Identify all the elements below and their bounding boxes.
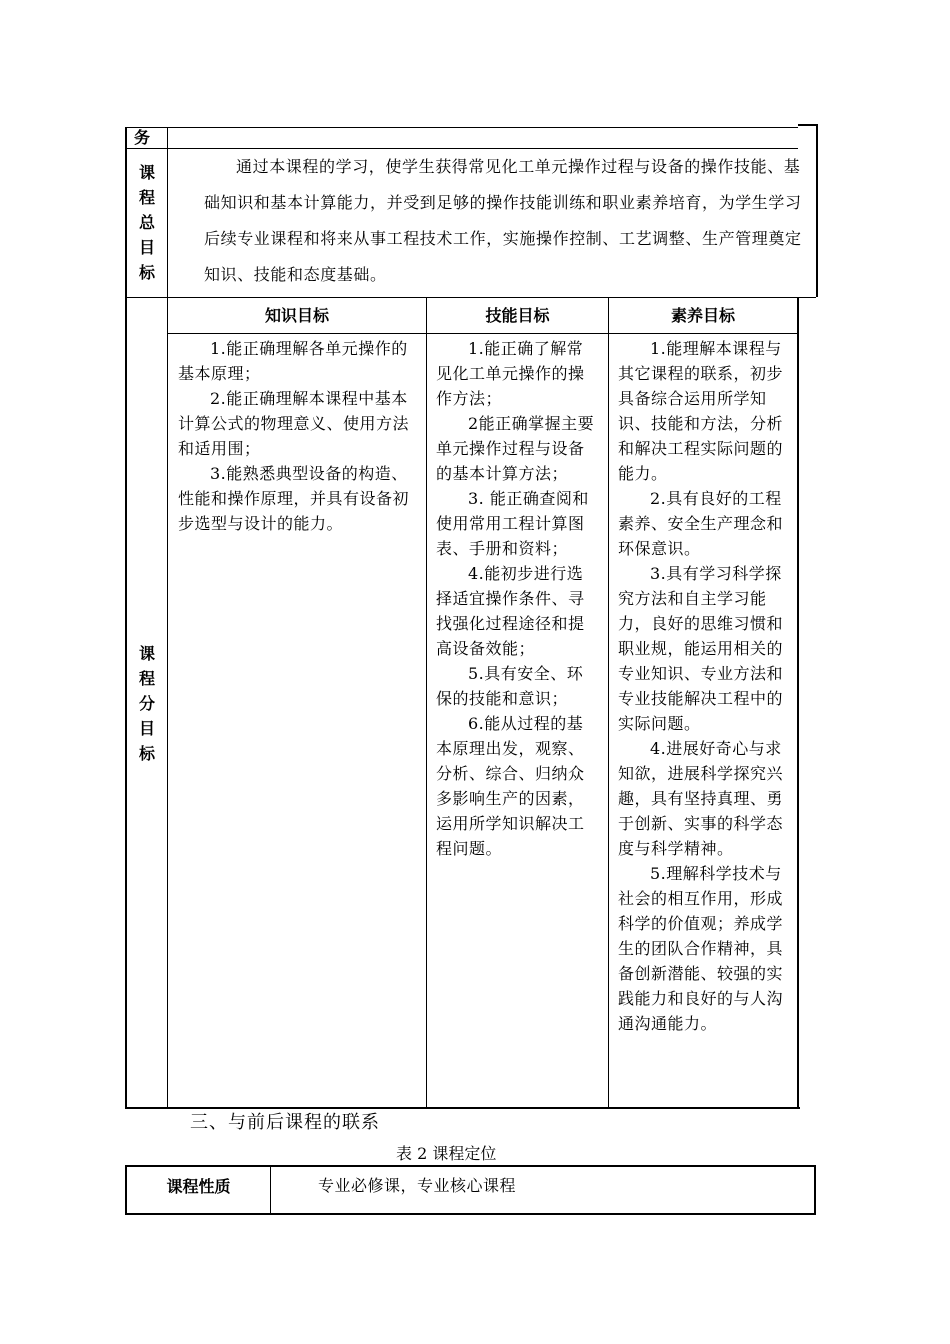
knowledge-list xyxy=(178,336,414,536)
table2-rule-bottom xyxy=(126,1213,816,1215)
quality-item: 2.具有良好的工程素养、安全生产理念和环保意识。 xyxy=(618,489,784,558)
table2-rule-top xyxy=(126,1165,816,1167)
knowledge-item: 3.能熟悉典型设备的构造、性能和操作原理，并具有设备初步选型与设计的能力。 xyxy=(178,464,410,533)
table1-rule-right xyxy=(797,297,799,1109)
quality-item: 3.具有学习科学探究方法和自主学习能力，良好的思维习惯和职业规，能运用相关的专业知识、专业方法和专业技能解决工程中的实际问题。 xyxy=(618,564,784,733)
skill-item: 2能正确掌握主要单元操作过程与设备的基本计算方法； xyxy=(436,414,595,483)
skill-item: 3. 能正确查阅和使用常用工程计算图表、手册和资料； xyxy=(436,489,589,558)
header-knowledge: 知识目标 xyxy=(264,306,329,325)
table1-rule-labelcol xyxy=(167,127,168,1109)
table1-rule-top xyxy=(126,127,798,128)
table1-rule-left xyxy=(125,127,127,1109)
quality-item: 1.能理解本课程与其它课程的联系，初步具备综合运用所学知识、技能和方法，分析和解决工程实际问题的能力。 xyxy=(618,339,784,483)
table2-rule-mid xyxy=(270,1165,271,1215)
row-label-sub: 课 程 分 目 标 xyxy=(138,644,155,763)
table2-rule-right xyxy=(814,1165,816,1215)
course-nature-value: 专业必修课，专业核心课程 xyxy=(318,1176,517,1195)
section-heading: 三、与前后课程的联系 xyxy=(190,1112,380,1133)
course-nature-label: 课程性质 xyxy=(166,1177,231,1196)
table1-corner-top xyxy=(798,124,818,126)
skill-list xyxy=(436,336,596,861)
skill-item: 5.具有安全、环保的技能和意识； xyxy=(436,664,584,708)
skill-item: 4.能初步进行选择适宜操作条件、寻找强化过程途径和提高设备效能； xyxy=(436,564,585,658)
header-skill: 技能目标 xyxy=(485,306,550,325)
table1-rule-col1 xyxy=(426,297,427,1108)
overall-goal-text: 通过本课程的学习，使学生获得常见化工单元操作过程与设备的操作技能、基础知识和基本计算能力，并受到足够的操作技能训练和职业素养培育，为学生学习后续专业课程和将来从事工程技术工作，实施操作控制、工艺调整、生产管理奠定知识、技能和态度基础。 xyxy=(204,157,802,284)
row-label-overall: 课 程 总 目 标 xyxy=(138,163,155,282)
skill-item: 6.能从过程的基本原理出发，观察、分析、综合、归纳众多影响生产的因素，运用所学知识解决工程问题。 xyxy=(436,714,585,858)
skill-item: 1.能正确了解常见化工单元操作的操作方法； xyxy=(436,339,585,408)
quality-item: 5.理解科学技术与社会的相互作用，形成科学的价值观；养成学生的团队合作精神，具备创新潜能、较强的实践能力和良好的与人沟通沟通能力。 xyxy=(618,864,784,1033)
knowledge-item: 2.能正确理解本课程中基本计算公式的物理意义、使用方法和适用围； xyxy=(178,389,410,458)
table1-corner-side xyxy=(816,124,818,297)
quality-list xyxy=(618,336,794,1036)
table1-rule-col2 xyxy=(608,297,609,1108)
knowledge-item: 1.能正确理解各单元操作的基本原理； xyxy=(178,339,408,383)
table1-rule-header xyxy=(168,333,798,334)
header-quality: 素养目标 xyxy=(670,306,735,325)
quality-item: 4.进展好奇心与求知欲，进展科学探究兴趣，具有坚持真理、勇于创新、实事的科学态度与科学精神。 xyxy=(618,739,784,858)
row-label-task: 务 xyxy=(133,128,150,147)
table2-caption: 表 2 课程定位 xyxy=(396,1144,497,1163)
table1-rule-overall xyxy=(126,297,816,298)
